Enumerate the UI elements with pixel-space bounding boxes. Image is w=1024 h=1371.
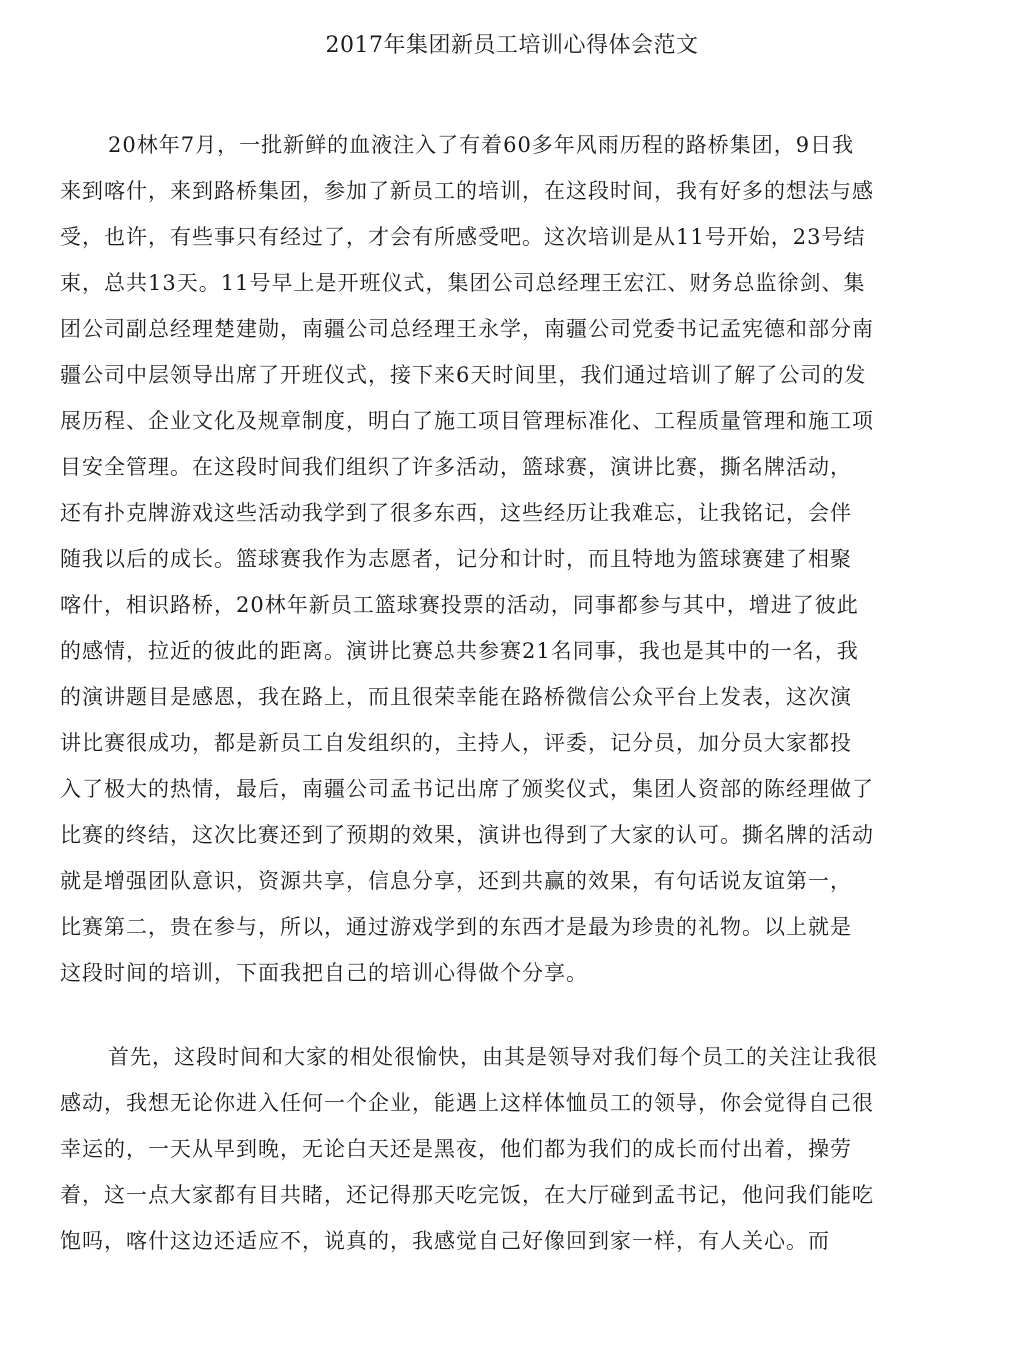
- text-line: 喀什，相识路桥，20林年新员工篮球赛投票的活动，同事都参与其中，增进了彼此: [60, 593, 859, 617]
- text-line: 这段时间的培训，下面我把自己的培训心得做个分享。: [60, 961, 588, 985]
- text-line: 着，这一点大家都有目共睹，还记得那天吃完饭，在大厅碰到孟书记，他问我们能吃: [60, 1183, 874, 1207]
- text-line: 比赛的终结，这次比赛还到了预期的效果，演讲也得到了大家的认可。撕名牌的活动: [60, 823, 874, 847]
- text-line: 20林年7月，一批新鲜的血液注入了有着60多年风雨历程的路桥集团，9日我: [108, 133, 855, 157]
- paragraph-2: [60, 1034, 940, 1264]
- text-line: 目安全管理。在这段时间我们组织了许多活动，篮球赛，演讲比赛，撕名牌活动，: [60, 455, 852, 479]
- text-line: 首先，这段时间和大家的相处很愉快，由其是领导对我们每个员工的关注让我很: [108, 1045, 878, 1069]
- text-line: 的演讲题目是感恩，我在路上，而且很荣幸能在路桥微信公众平台上发表，这次演: [60, 685, 852, 709]
- text-line: 展历程、企业文化及规章制度，明白了施工项目管理标准化、工程质量管理和施工项: [60, 409, 874, 433]
- text-line: 受，也许，有些事只有经过了，才会有所感受吧。这次培训是从11号开始，23号结: [60, 225, 866, 249]
- text-line: 就是增强团队意识，资源共享，信息分享，还到共赢的效果，有句话说友谊第一，: [60, 869, 852, 893]
- text-line: 饱吗，喀什这边还适应不，说真的，我感觉自己好像回到家一样，有人关心。而: [60, 1229, 830, 1253]
- text-line: 入了极大的热情，最后，南疆公司孟书记出席了颁奖仪式，集团人资部的陈经理做了: [60, 777, 874, 801]
- text-line: 感动，我想无论你进入任何一个企业，能遇上这样体恤员工的领导，你会觉得自己很: [60, 1091, 874, 1115]
- text-line: 比赛第二，贵在参与，所以，通过游戏学到的东西才是最为珍贵的礼物。以上就是: [60, 915, 852, 939]
- text-line: 讲比赛很成功，都是新员工自发组织的，主持人，评委，记分员，加分员大家都投: [60, 731, 852, 755]
- text-line: 团公司副总经理楚建勋，南疆公司总经理王永学，南疆公司党委书记孟宪德和部分南: [60, 317, 874, 341]
- text-line: 幸运的，一天从早到晚，无论白天还是黑夜，他们都为我们的成长而付出着，操劳: [60, 1137, 852, 1161]
- document-title: 2017年集团新员工培训心得体会范文: [325, 33, 699, 58]
- paragraph-1: [60, 122, 940, 996]
- text-line: 随我以后的成长。篮球赛我作为志愿者，记分和计时，而且特地为篮球赛建了相聚: [60, 547, 852, 571]
- text-line: 的感情，拉近的彼此的距离。演讲比赛总共参赛21名同事，我也是其中的一名，我: [60, 639, 859, 663]
- text-line: 疆公司中层领导出席了开班仪式，接下来6天时间里，我们通过培训了解了公司的发: [60, 363, 867, 387]
- text-line: 来到喀什，来到路桥集团，参加了新员工的培训，在这段时间，我有好多的想法与感: [60, 179, 874, 203]
- text-line: 束，总共13天。11号早上是开班仪式，集团公司总经理王宏江、财务总监徐剑、集: [60, 271, 866, 295]
- text-line: 还有扑克牌游戏这些活动我学到了很多东西，这些经历让我难忘，让我铭记，会伴: [60, 501, 852, 525]
